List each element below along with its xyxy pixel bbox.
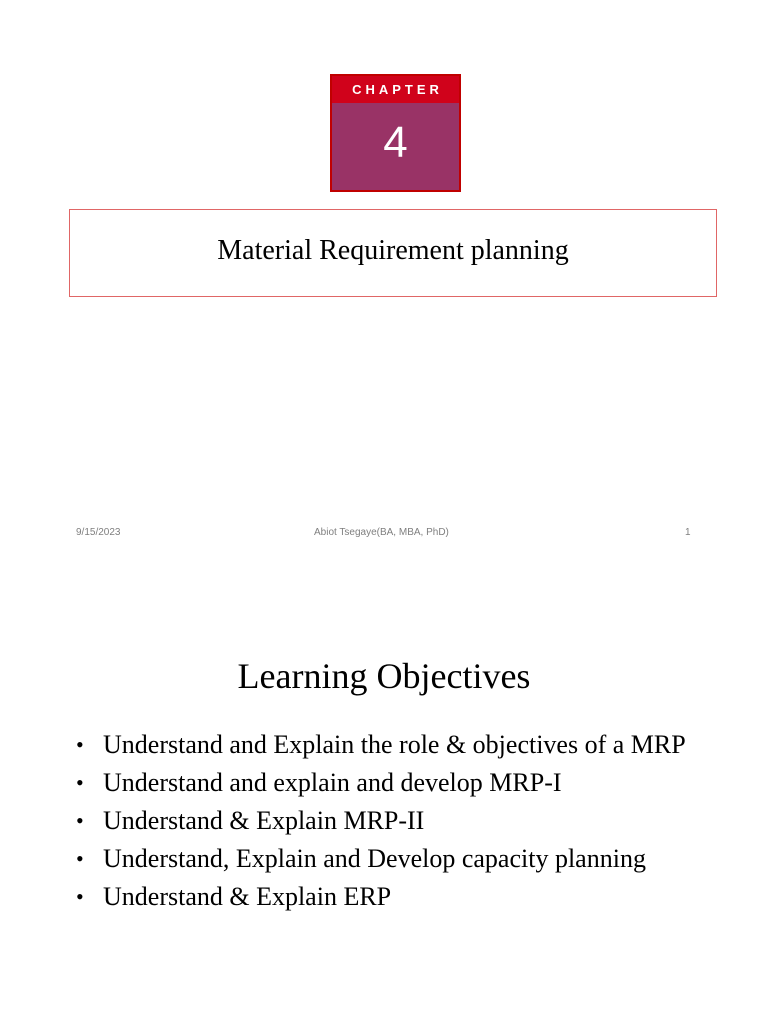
- objective-item: [76, 882, 697, 912]
- bullet-icon: •: [76, 808, 84, 833]
- objectives-heading: Learning Objectives: [237, 656, 531, 696]
- objective-item: [76, 768, 697, 798]
- objective-text: Understand & Explain MRP-II: [103, 806, 425, 835]
- title-box: [69, 209, 717, 297]
- bullet-icon: •: [76, 770, 84, 795]
- bullet-icon: •: [76, 846, 84, 871]
- objectives-slide: [0, 560, 768, 1024]
- slide-title: Material Requirement planning: [217, 235, 569, 266]
- chapter-number: 4: [383, 118, 408, 167]
- footer-date: 9/15/2023: [76, 527, 121, 538]
- objective-text: Understand & Explain ERP: [103, 882, 392, 911]
- footer-page-number: 1: [685, 527, 691, 538]
- objectives-list: [76, 730, 697, 920]
- objective-item: [76, 844, 697, 874]
- objective-text: Understand and Explain the role & objectives of a MRP: [103, 730, 686, 759]
- bullet-icon: •: [76, 732, 84, 757]
- chapter-label: CHAPTER: [332, 76, 459, 103]
- footer-author: Abiot Tsegaye(BA, MBA, PhD): [314, 527, 449, 538]
- objective-text: Understand, Explain and Develop capacity planning: [103, 844, 646, 873]
- objective-item: [76, 806, 697, 836]
- objective-item: [76, 730, 697, 760]
- objective-text: Understand and explain and develop MRP-I: [103, 768, 562, 797]
- bullet-icon: •: [76, 884, 84, 909]
- chapter-badge: [330, 74, 461, 192]
